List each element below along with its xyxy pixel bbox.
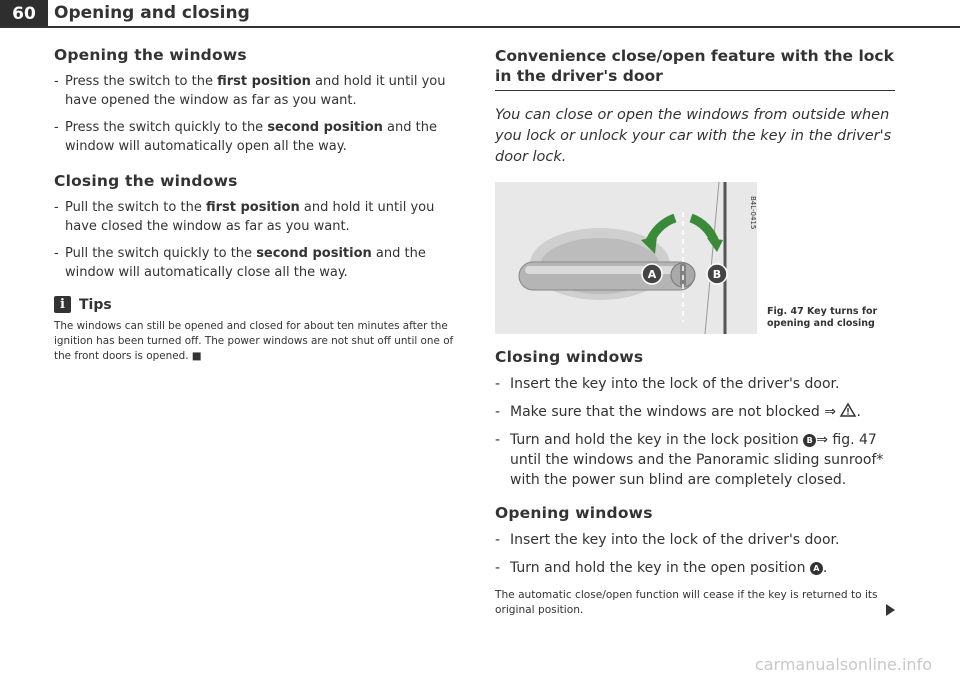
continue-arrow-icon — [886, 604, 895, 616]
closing-step: - Make sure that the windows are not blocked ⇒ . — [495, 402, 895, 422]
figure-block — [495, 182, 895, 334]
label-a: A — [647, 268, 657, 281]
page-number: 60 — [0, 0, 48, 27]
warning-icon — [840, 403, 856, 417]
closing-step: - Insert the key into the lock of the driver's door. — [495, 374, 895, 394]
header-rule — [0, 26, 960, 28]
tips-label: Tips — [79, 296, 112, 313]
opening-windows-heading: Opening windows — [495, 504, 653, 522]
opening-step: - Press the switch to the first position and hold it until you have opened the window as far as you want. — [54, 72, 464, 110]
opening-step: - Insert the key into the lock of the driver's door. — [495, 530, 895, 550]
section-intro: You can close or open the windows from outside when you lock or unlock your car with the key in the driver's door lock. — [495, 107, 892, 165]
opening-step: - Turn and hold the key in the open position A . — [495, 558, 895, 578]
opening-windows-heading: Opening the windows — [54, 46, 247, 64]
section-heading: Convenience close/open feature with the lock in the driver's door — [495, 47, 894, 85]
watermark: carmanualsonline.info — [754, 655, 932, 674]
opening-step: - Press the switch quickly to the second position and the window will automatically open all the way. — [54, 118, 464, 156]
info-icon: i — [54, 296, 71, 313]
tips-header — [54, 296, 464, 313]
closing-step: - Pull the switch quickly to the second position and the window will automatically close all the way. — [54, 244, 464, 282]
closing-windows-heading: Closing the windows — [54, 172, 238, 190]
left-column — [54, 46, 464, 364]
closing-windows-heading: Closing windows — [495, 348, 644, 366]
right-column — [495, 46, 895, 618]
tips-text: The windows can still be opened and closed for about ten minutes after the ignition has been turned off. The power windows are not shut off until one of the front doors is opened. ■ — [54, 320, 454, 362]
position-a-badge: A — [810, 562, 823, 575]
position-b-badge: B — [803, 434, 816, 447]
figure-code: B4L-0415 — [749, 196, 757, 230]
figure-caption: Fig. 47 Key turns for opening and closing — [767, 306, 878, 329]
closing-step: - Pull the switch to the first position and hold it until you have closed the window as far as you want. — [54, 198, 464, 236]
label-b: B — [712, 268, 722, 281]
page-title: Opening and closing — [54, 3, 250, 23]
footnote: The automatic close/open function will cease if the key is returned to its original position. — [495, 588, 895, 618]
door-handle-illustration — [495, 182, 757, 334]
section-rule — [495, 90, 895, 91]
closing-step: - Turn and hold the key in the lock position B ⇒ fig. 47 until the windows and the Panoramic sliding sunroof* with the power sun blind are completely closed. — [495, 430, 895, 490]
door-handle-figure — [495, 182, 757, 334]
